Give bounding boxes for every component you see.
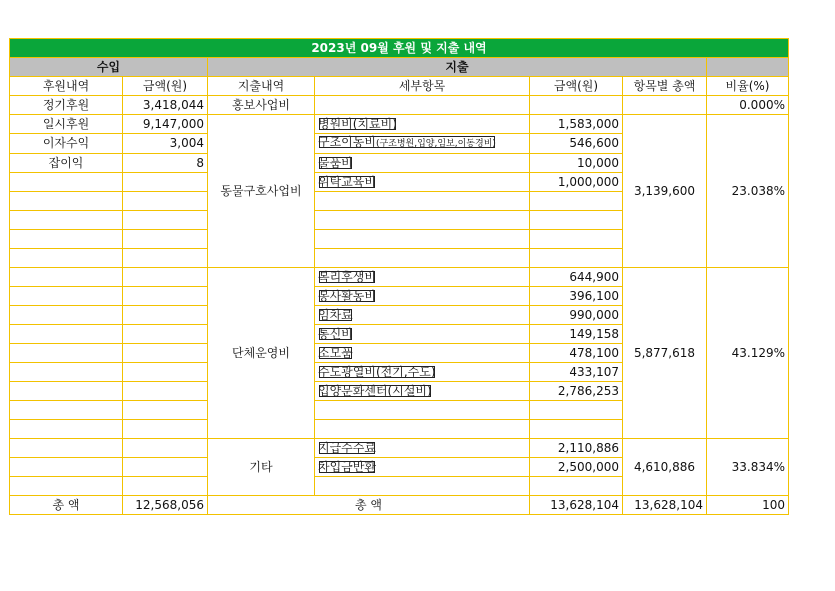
- detail-cell: [315, 306, 530, 325]
- expense-item-total: 13,628,104: [623, 496, 707, 515]
- expense-ratio-total: 100: [707, 496, 789, 515]
- table-row: [10, 268, 789, 287]
- header-income-item: 후원내역: [10, 77, 123, 96]
- table-row: [10, 115, 789, 134]
- income-label-cell: 정기후원: [10, 96, 123, 115]
- expense-group-operation: 단체운영비: [208, 268, 315, 439]
- income-amount-cell: 3,004: [123, 134, 208, 154]
- header-ratio: 비율(%): [707, 77, 789, 96]
- detail-cell: [315, 458, 530, 477]
- detail-label: 위탁교육비: [318, 174, 376, 189]
- detail-label: 병원비(치료비): [318, 116, 397, 131]
- item-total-operation: 5,877,618: [623, 268, 707, 439]
- amount-cell: 2,110,886: [530, 439, 623, 458]
- detail-label-wrap: [318, 135, 496, 149]
- detail-cell: [315, 96, 530, 115]
- expense-group-other: 기타: [208, 439, 315, 496]
- detail-cell: [315, 363, 530, 382]
- detail-cell: [315, 344, 530, 363]
- detail-label: 지급수수료: [318, 440, 376, 455]
- income-label-cell: 잡이익: [10, 154, 123, 173]
- income-amount-cell: 9,147,000: [123, 115, 208, 134]
- amount-cell: 396,100: [530, 287, 623, 306]
- detail-label: 입양문화센터(시설비): [318, 383, 432, 398]
- income-label-cell: 일시후원: [10, 115, 123, 134]
- detail-label: 소모품: [318, 345, 353, 360]
- detail-cell: [315, 439, 530, 458]
- detail-label: 봉사활동비: [318, 288, 376, 303]
- budget-sheet: [9, 38, 789, 515]
- income-label-cell: [10, 173, 123, 192]
- item-total-other: 4,610,886: [623, 439, 707, 496]
- detail-cell: [315, 325, 530, 344]
- detail-label: 차입금반환: [318, 459, 376, 474]
- detail-label: 수도광열비(전기,수도): [318, 364, 436, 379]
- detail-cell: [315, 115, 530, 134]
- ratio-promo: 0.000%: [707, 96, 789, 115]
- detail-label: 물품비: [318, 155, 353, 170]
- amount-cell: 478,100: [530, 344, 623, 363]
- detail-label: 임차료: [318, 307, 353, 322]
- detail-label-note: (구조병원,입양,임보,이동경비): [375, 139, 496, 149]
- amount-cell: 149,158: [530, 325, 623, 344]
- amount-cell: 2,500,000: [530, 458, 623, 477]
- detail-cell: [315, 268, 530, 287]
- header-item-total: 항목별 총액: [623, 77, 707, 96]
- income-amount-cell: [123, 173, 208, 192]
- amount-cell: 10,000: [530, 154, 623, 173]
- table-row: [10, 96, 789, 115]
- expense-group-promo: 홍보사업비: [208, 96, 315, 115]
- totals-row: [10, 496, 789, 515]
- expense-group-animal: 동물구호사업비: [208, 115, 315, 268]
- expense-section-header: 지출: [208, 58, 707, 77]
- income-total-amount: 12,568,056: [123, 496, 208, 515]
- detail-label: 구조이동비: [318, 135, 376, 149]
- header-income-amount: 금액(원): [123, 77, 208, 96]
- header-detail: 세부항목: [315, 77, 530, 96]
- item-total-animal: 3,139,600: [623, 115, 707, 268]
- amount-cell: 433,107: [530, 363, 623, 382]
- section-blank-cell: [707, 58, 789, 77]
- amount-cell: [530, 96, 623, 115]
- detail-label: 통신비: [318, 326, 353, 341]
- detail-cell: [315, 382, 530, 401]
- detail-label: 복리후생비: [318, 269, 376, 284]
- detail-cell: [315, 154, 530, 173]
- expense-total-amount: 13,628,104: [530, 496, 623, 515]
- ratio-operation: 43.129%: [707, 268, 789, 439]
- amount-cell: 644,900: [530, 268, 623, 287]
- amount-cell: 546,600: [530, 134, 623, 154]
- header-amount: 금액(원): [530, 77, 623, 96]
- amount-cell: 990,000: [530, 306, 623, 325]
- income-total-label: 총 액: [10, 496, 123, 515]
- amount-cell: 1,000,000: [530, 173, 623, 192]
- item-total-cell: [623, 96, 707, 115]
- amount-cell: 1,583,000: [530, 115, 623, 134]
- income-amount-cell: 3,418,044: [123, 96, 208, 115]
- ratio-animal: 23.038%: [707, 115, 789, 268]
- income-label-cell: 이자수익: [10, 134, 123, 154]
- expense-total-label: 총 액: [208, 496, 530, 515]
- table-row: [10, 439, 789, 458]
- header-expense-item: 지출내역: [208, 77, 315, 96]
- amount-cell: 2,786,253: [530, 382, 623, 401]
- detail-cell: [315, 287, 530, 306]
- detail-cell: [315, 173, 530, 192]
- income-section-header: 수입: [10, 58, 208, 77]
- ratio-other: 33.834%: [707, 439, 789, 496]
- income-amount-cell: 8: [123, 154, 208, 173]
- sheet-title: 2023년 09월 후원 및 지출 내역: [10, 39, 789, 58]
- detail-cell: [315, 134, 530, 154]
